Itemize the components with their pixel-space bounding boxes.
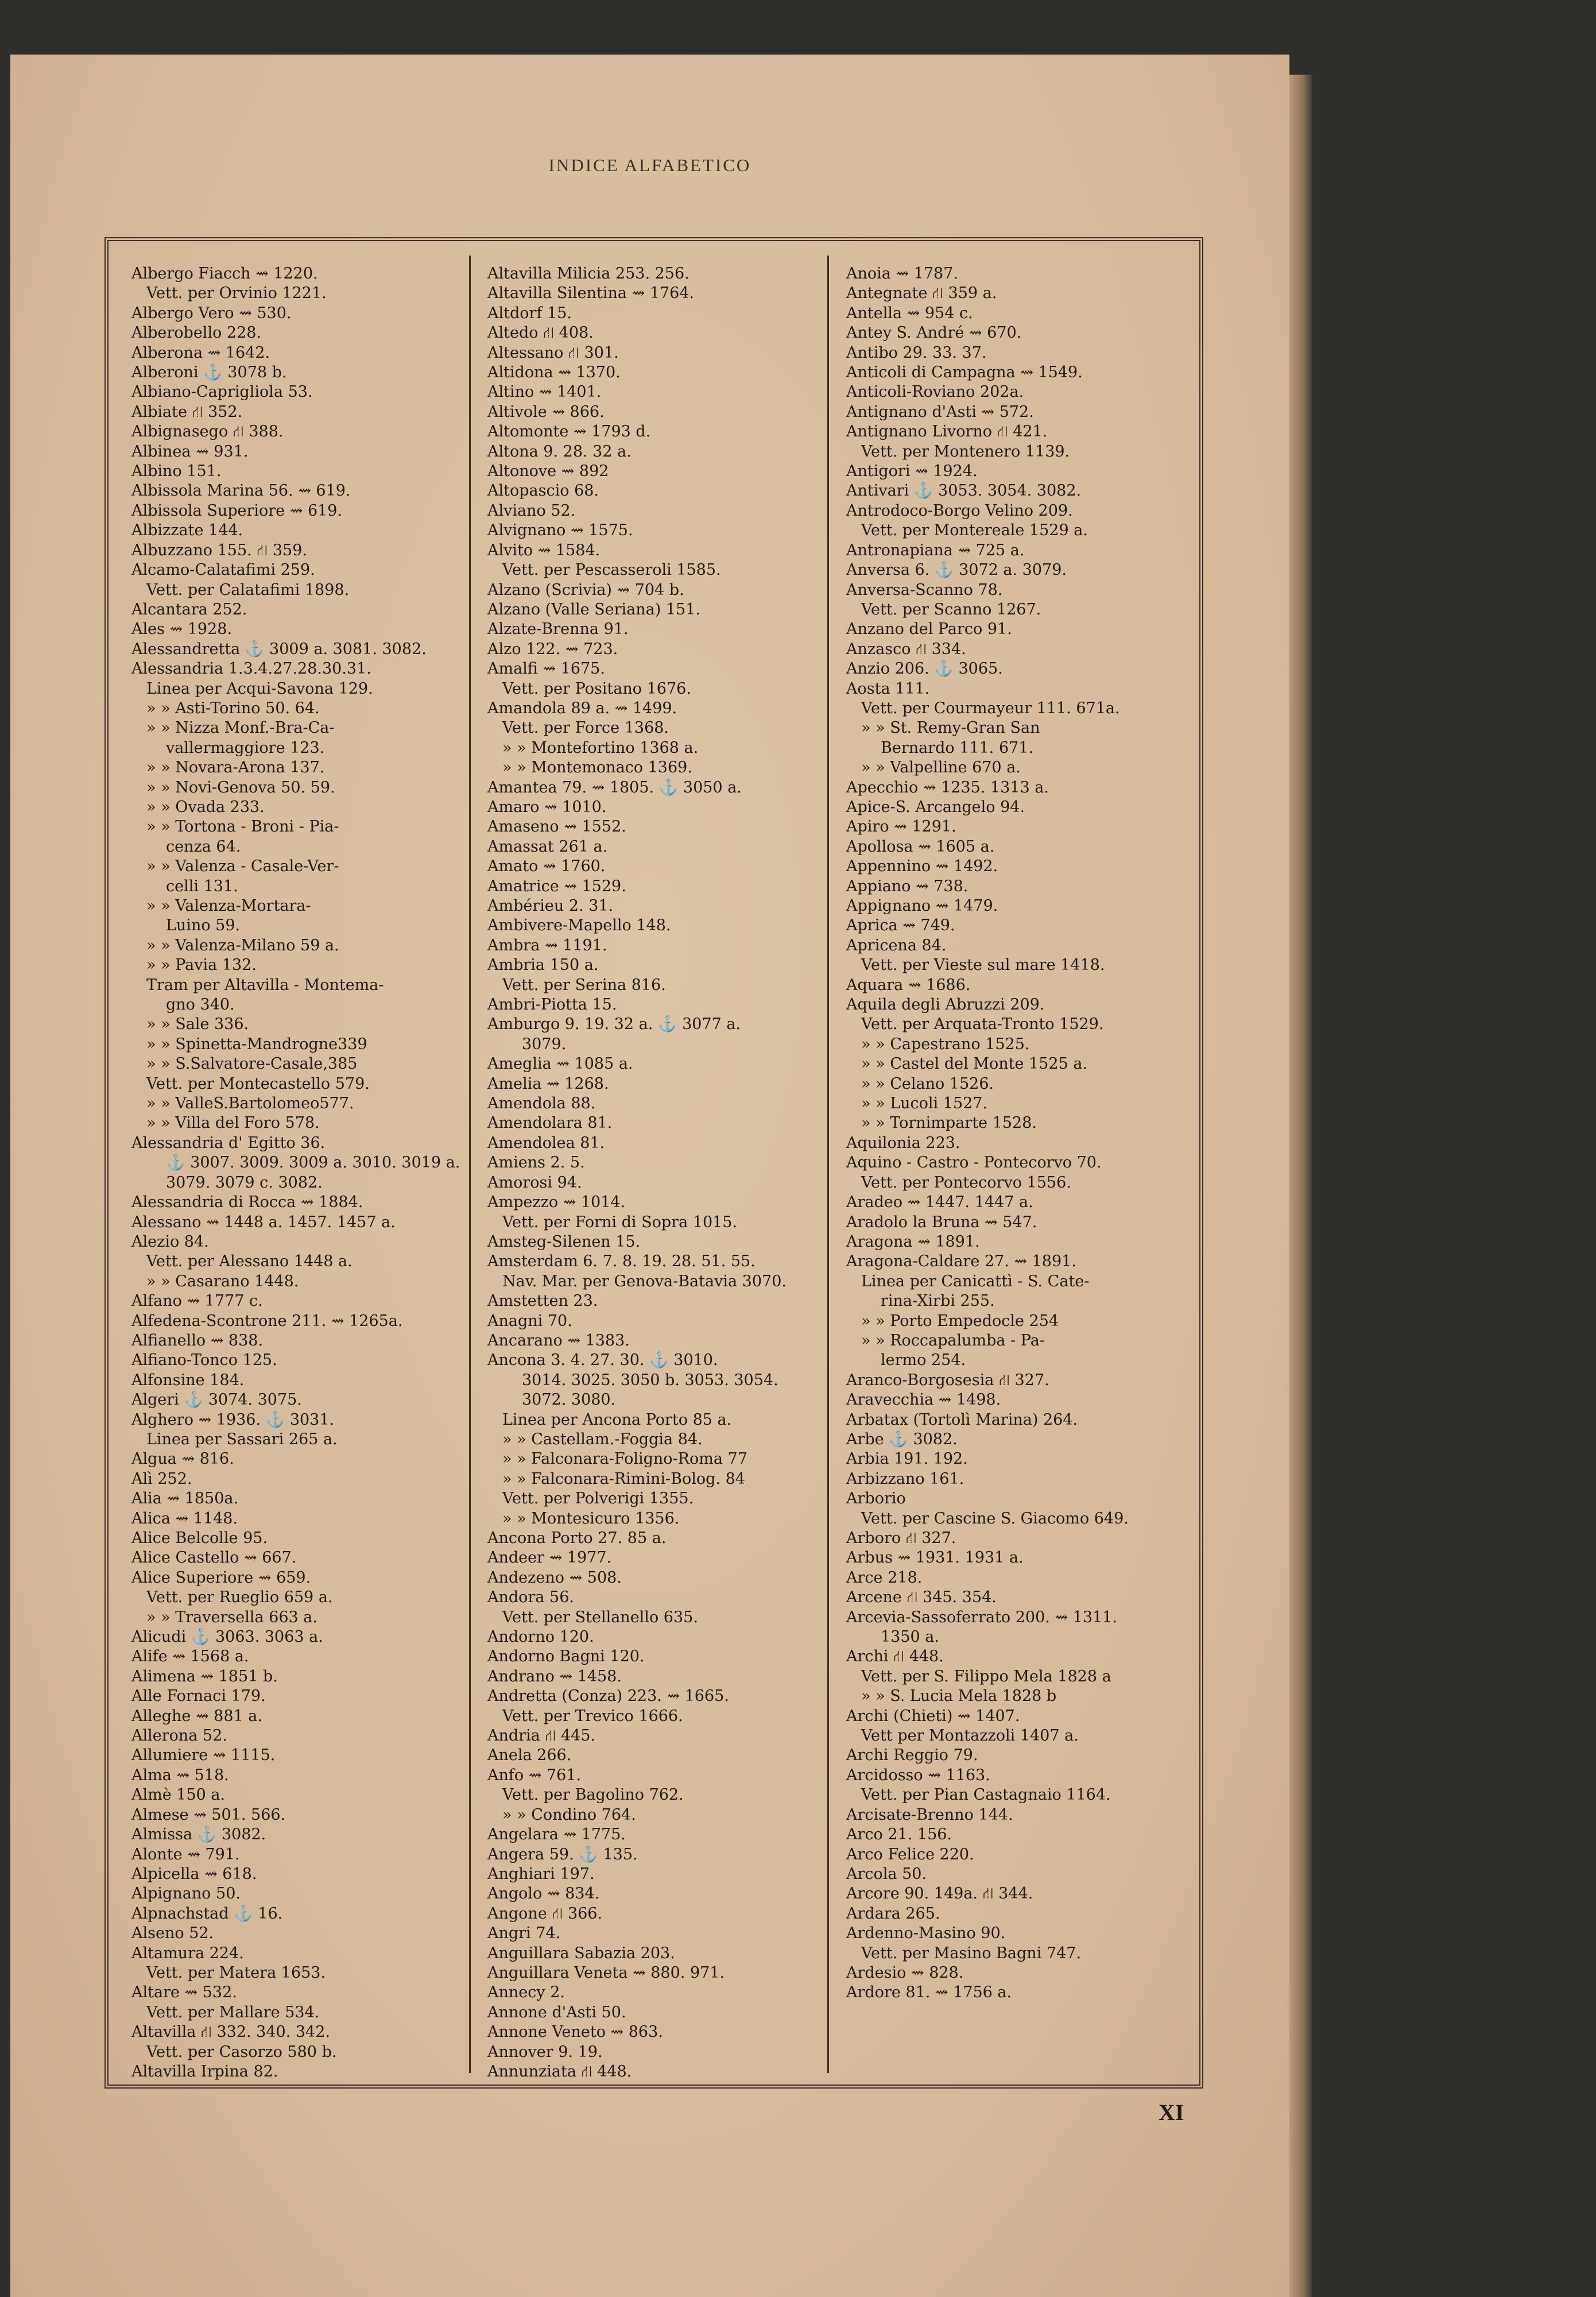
index-entry: Almese ⇝ 501. 566. <box>131 1805 286 1824</box>
index-entry: Amsteg-Silenen 15. <box>487 1232 641 1251</box>
index-entry: » » Ovada 233. <box>146 798 265 816</box>
index-entry: » » Asti-Torino 50. 64. <box>146 699 320 717</box>
index-entry: Ambra ⇝ 1191. <box>487 936 607 954</box>
index-entry: Vett. per Courmayeur 111. 671a. <box>861 699 1120 717</box>
index-frame <box>104 237 1203 2089</box>
index-entry: Arbe ⚓ 3082. <box>846 1430 958 1448</box>
index-entry: Ampezzo ⇝ 1014. <box>487 1193 626 1212</box>
index-entry: Vett. per Arquata-Tronto 1529. <box>861 1015 1104 1034</box>
index-entry: Arcidosso ⇝ 1163. <box>846 1766 990 1784</box>
index-entry: » » Celano 1526. <box>861 1074 994 1093</box>
index-entry: Linea per Canicattì - S. Cate- <box>861 1272 1090 1290</box>
index-entry: Aragona-Caldare 27. ⇝ 1891. <box>846 1252 1076 1271</box>
index-entry: Amendola 88. <box>487 1095 596 1113</box>
index-entry: Vett. per Casorzo 580 b. <box>146 2043 337 2061</box>
index-entry: Antivari ⚓ 3053. 3054. 3082. <box>846 482 1082 500</box>
index-entry: Alessano ⇝ 1448 a. 1457. 1457 a. <box>131 1213 396 1231</box>
index-entry: Archi (Chieti) ⇝ 1407. <box>846 1707 1020 1725</box>
index-entry: Algua ⇝ 816. <box>131 1450 234 1468</box>
index-entry: Alessandria di Rocca ⇝ 1884. <box>131 1193 363 1212</box>
index-entry: Altdorf 15. <box>487 304 572 322</box>
index-page <box>10 55 1289 2297</box>
index-entry: Amendolara 81. <box>487 1114 613 1132</box>
index-entry: Anguillara Sabazia 203. <box>487 1944 675 1962</box>
index-entry: Alghero ⇝ 1936. ⚓ 3031. <box>131 1410 335 1429</box>
index-entry: Amburgo 9. 19. 32 a. ⚓ 3077 a. <box>487 1015 741 1034</box>
index-entry: Altare ⇝ 532. <box>131 1983 237 2002</box>
index-entry: Vett. per Montereale 1529 a. <box>861 521 1088 540</box>
index-entry: Alzano (Scrivia) ⇝ 704 b. <box>487 581 684 599</box>
index-entry: Antey S. André ⇝ 670. <box>846 324 1022 342</box>
index-column-3 <box>846 264 1191 2067</box>
index-entry: Andorno 120. <box>487 1628 594 1646</box>
index-entry: Alife ⇝ 1568 a. <box>131 1648 249 1666</box>
index-entry: Allumiere ⇝ 1115. <box>131 1746 276 1765</box>
index-entry: 3079. 3079 c. 3082. <box>166 1173 323 1192</box>
index-entry: Archi Reggio 79. <box>846 1746 978 1765</box>
index-entry: Arbizzano 161. <box>846 1470 964 1488</box>
index-entry: » » Tortona - Broni - Pia- <box>146 818 339 836</box>
index-entry: Andrano ⇝ 1458. <box>487 1667 622 1685</box>
index-entry: Apricena 84. <box>846 936 947 954</box>
index-entry: Alleghe ⇝ 881 a. <box>131 1707 262 1725</box>
index-entry: Andora 56. <box>487 1588 574 1607</box>
index-entry: Antella ⇝ 954 c. <box>846 304 973 322</box>
index-entry: » » Spinetta-Mandrogne339 <box>146 1035 367 1053</box>
index-entry: Altessano ⛙ 301. <box>487 343 619 362</box>
index-entry: Altino ⇝ 1401. <box>487 383 602 401</box>
index-entry: Vett. per Vieste sul mare 1418. <box>861 956 1105 975</box>
index-entry: » » Nizza Monf.-Bra-Ca- <box>146 719 335 737</box>
index-entry: Aragona ⇝ 1891. <box>846 1232 980 1251</box>
index-entry: Alezio 84. <box>131 1232 209 1251</box>
index-entry: » » Falconara-Foligno-Roma 77 <box>502 1450 747 1468</box>
index-entry: Angolo ⇝ 834. <box>487 1885 600 1903</box>
index-entry: Albissola Marina 56. ⇝ 619. <box>131 482 351 500</box>
index-entry: Aranco-Borgosesia ⛙ 327. <box>846 1371 1049 1389</box>
index-entry: Aquilonia 223. <box>846 1134 960 1152</box>
index-entry: Antigori ⇝ 1924. <box>846 462 978 481</box>
index-entry: Alviano 52. <box>487 501 576 520</box>
index-entry: Aquila degli Abruzzi 209. <box>846 996 1045 1014</box>
index-entry: Ancona 3. 4. 27. 30. ⚓ 3010. <box>487 1351 718 1370</box>
index-entry: Albignasego ⛙ 388. <box>131 423 284 441</box>
index-entry: » » Roccapalumba - Pa- <box>861 1331 1045 1349</box>
index-entry: Allerona 52. <box>131 1727 227 1745</box>
index-entry: Linea per Acqui-Savona 129. <box>146 679 373 698</box>
index-entry: Amalfi ⇝ 1675. <box>487 660 605 678</box>
index-entry: gno 340. <box>166 996 235 1014</box>
index-entry: Anzano del Parco 91. <box>846 620 1012 639</box>
index-entry: Antignano d'Asti ⇝ 572. <box>846 403 1034 421</box>
index-entry: Ambria 150 a. <box>487 956 599 975</box>
index-entry: Aradeo ⇝ 1447. 1447 a. <box>846 1193 1033 1212</box>
index-entry: Ancarano ⇝ 1383. <box>487 1331 630 1349</box>
index-entry: Antrodoco-Borgo Velino 209. <box>846 501 1073 520</box>
index-entry: Alle Fornaci 179. <box>131 1687 266 1706</box>
index-entry: Arborio <box>846 1490 906 1508</box>
index-entry: » » St. Remy-Gran San <box>861 719 1040 737</box>
index-entry: Anticoli-Roviano 202a. <box>846 383 1024 401</box>
index-entry: Alseno 52. <box>131 1924 214 1943</box>
index-entry: Anzasco ⛙ 334. <box>846 640 966 658</box>
index-entry: Arcisate-Brenno 144. <box>846 1805 1013 1824</box>
index-entry: Vett. per Scanno 1267. <box>861 600 1041 618</box>
index-entry: Amassat 261 a. <box>487 837 608 856</box>
index-entry: » » Valenza-Mortara- <box>146 897 311 915</box>
index-entry: Amsterdam 6. 7. 8. 19. 28. 51. 55. <box>487 1252 756 1271</box>
index-entry: Anghiari 197. <box>487 1865 595 1883</box>
index-entry: Apecchio ⇝ 1235. 1313 a. <box>846 778 1049 796</box>
index-entry: Albergo Vero ⇝ 530. <box>131 304 292 322</box>
index-entry: Albinea ⇝ 931. <box>131 442 249 461</box>
index-entry: Ambérieu 2. 31. <box>487 897 614 915</box>
index-entry: Aprica ⇝ 749. <box>846 917 955 935</box>
index-entry: Andezeno ⇝ 508. <box>487 1568 622 1587</box>
index-entry: Arco 21. 156. <box>846 1826 952 1844</box>
index-entry: Albuzzano 155. ⛙ 359. <box>131 541 307 559</box>
index-entry: » » Valpelline 670 a. <box>861 759 1021 777</box>
index-entry: » » Falconara-Rimini-Bolog. 84 <box>502 1470 745 1488</box>
index-entry: Vett. per Forni di Sopra 1015. <box>502 1213 738 1231</box>
index-entry: Alimena ⇝ 1851 b. <box>131 1667 278 1685</box>
index-entry: » » Montesicuro 1356. <box>502 1509 680 1528</box>
index-entry: Nav. Mar. per Genova-Batavia 3070. <box>502 1272 787 1290</box>
index-entry: » » Casarano 1448. <box>146 1272 299 1290</box>
index-entry: Altopascio 68. <box>487 482 599 500</box>
index-entry: Alonte ⇝ 791. <box>131 1845 240 1863</box>
index-entry: Arbia 191. 192. <box>846 1450 968 1468</box>
index-entry: Antibo 29. 33. 37. <box>846 343 987 362</box>
index-entry: Vett per Montazzoli 1407 a. <box>861 1727 1079 1745</box>
index-entry: Arcola 50. <box>846 1865 927 1883</box>
index-entry: Vett. per Matera 1653. <box>146 1963 326 1982</box>
index-column-2 <box>487 264 809 2081</box>
index-entry: Linea per Sassari 265 a. <box>146 1430 338 1448</box>
index-entry: Vett. per Pontecorvo 1556. <box>861 1173 1071 1192</box>
index-entry: Anversa-Scanno 78. <box>846 581 1003 599</box>
index-entry: Archi ⛙ 448. <box>846 1648 944 1666</box>
index-entry: Andretta (Conza) 223. ⇝ 1665. <box>487 1687 729 1706</box>
index-entry: Amaseno ⇝ 1552. <box>487 818 626 836</box>
index-entry: Altavilla Irpina 82. <box>131 2062 278 2081</box>
index-entry: Alvito ⇝ 1584. <box>487 541 601 559</box>
index-entry: Alma ⇝ 518. <box>131 1766 229 1784</box>
index-entry: Albizzate 144. <box>131 521 243 540</box>
index-entry: Alì 252. <box>131 1470 192 1488</box>
index-entry: Vett. per Rueglio 659 a. <box>146 1588 333 1607</box>
index-entry: Alzate-Brenna 91. <box>487 620 629 639</box>
index-entry: Alice Castello ⇝ 667. <box>131 1549 297 1567</box>
index-entry: Apiro ⇝ 1291. <box>846 818 956 836</box>
index-entry: » » Lucoli 1527. <box>861 1095 988 1113</box>
index-entry: Altavilla Milicia 253. 256. <box>487 265 689 283</box>
index-entry: Alzo 122. ⇝ 723. <box>487 640 618 658</box>
index-entry: Andeer ⇝ 1977. <box>487 1549 612 1567</box>
index-entry: Vett. per Masino Bagni 747. <box>861 1944 1082 1962</box>
index-entry: Alpignano 50. <box>131 1885 241 1903</box>
index-entry: rina-Xirbi 255. <box>881 1292 995 1310</box>
index-entry: celli 131. <box>166 877 238 895</box>
index-entry: lermo 254. <box>881 1351 966 1370</box>
index-entry: Appignano ⇝ 1479. <box>846 897 998 915</box>
index-entry: Amorosi 94. <box>487 1173 582 1192</box>
index-entry: Annover 9. 19. <box>487 2043 603 2061</box>
index-entry: Albino 151. <box>131 462 222 481</box>
index-entry: Vett. per Positano 1676. <box>502 679 691 698</box>
index-entry: Angera 59. ⚓ 135. <box>487 1845 638 1863</box>
index-entry: Angelara ⇝ 1775. <box>487 1826 626 1844</box>
index-entry: » » Traversella 663 a. <box>146 1608 317 1626</box>
index-entry: Alberona ⇝ 1642. <box>131 343 270 362</box>
page-header: INDICE ALFABETICO <box>548 155 751 175</box>
index-entry: Luino 59. <box>166 917 241 935</box>
index-entry: Vett. per Pescasseroli 1585. <box>502 561 721 579</box>
index-entry: Vett. per Bagolino 762. <box>502 1786 684 1804</box>
index-entry: Alicudi ⚓ 3063. 3063 a. <box>131 1628 323 1646</box>
index-entry: Anzio 206. ⚓ 3065. <box>846 660 1003 678</box>
index-entry: Aradolo la Bruna ⇝ 547. <box>846 1213 1037 1231</box>
index-entry: Alcamo-Calatafimi 259. <box>131 561 315 579</box>
page-edge <box>1289 75 1312 2297</box>
index-entry: Alfianello ⇝ 838. <box>131 1331 264 1349</box>
index-entry: Ardesio ⇝ 828. <box>846 1963 964 1982</box>
index-entry: » » ValleS.Bartolomeo577. <box>146 1095 354 1113</box>
index-entry: Vett. per Cascine S. Giacomo 649. <box>861 1509 1129 1528</box>
index-entry: » » Valenza - Casale-Ver- <box>146 857 339 876</box>
index-entry: Ardara 265. <box>846 1904 940 1923</box>
index-entry: Alvignano ⇝ 1575. <box>487 521 633 540</box>
index-entry: Alfiano-Tonco 125. <box>131 1351 277 1370</box>
index-entry: Anagni 70. <box>487 1312 572 1330</box>
index-entry: Almè 150 a. <box>131 1786 226 1804</box>
index-entry: Arcevia-Sassoferrato 200. ⇝ 1311. <box>846 1608 1117 1626</box>
index-entry: Ameglia ⇝ 1085 a. <box>487 1055 633 1073</box>
index-entry: cenza 64. <box>166 837 241 856</box>
index-entry: Ardore 81. ⇝ 1756 a. <box>846 1983 1012 2002</box>
index-entry: Ancona Porto 27. 85 a. <box>487 1529 667 1547</box>
index-entry: 3079. <box>522 1035 567 1053</box>
index-entry: Algeri ⚓ 3074. 3075. <box>131 1391 302 1409</box>
index-entry: » » Castel del Monte 1525 a. <box>861 1055 1088 1073</box>
index-entry: » » S.Salvatore-Casale,385 <box>146 1055 358 1073</box>
index-entry: Alia ⇝ 1850a. <box>131 1490 239 1508</box>
index-entry: Antronapiana ⇝ 725 a. <box>846 541 1025 559</box>
index-entry: Alberobello 228. <box>131 324 262 342</box>
index-entry: Bernardo 111. 671. <box>881 738 1034 757</box>
index-entry: Alpicella ⇝ 618. <box>131 1865 257 1883</box>
index-entry: Alfonsine 184. <box>131 1371 245 1389</box>
index-entry: Altonove ⇝ 892 <box>487 462 609 481</box>
index-entry: Amaro ⇝ 1010. <box>487 798 607 816</box>
index-entry: Apollosa ⇝ 1605 a. <box>846 837 995 856</box>
index-entry: Amiens 2. 5. <box>487 1154 585 1172</box>
index-entry: Alessandria 1.3.4.27.28.30.31. <box>131 660 371 678</box>
index-entry: Annunziata ⛙ 448. <box>487 2062 632 2081</box>
index-entry: vallermaggiore 123. <box>166 738 325 757</box>
index-entry: Vett. per Orvinio 1221. <box>146 284 327 303</box>
index-entry: Arcene ⛙ 345. 354. <box>846 1588 997 1607</box>
index-entry: Amatrice ⇝ 1529. <box>487 877 626 895</box>
index-entry: Altavilla Silentina ⇝ 1764. <box>487 284 695 303</box>
index-entry: Altomonte ⇝ 1793 d. <box>487 423 651 441</box>
index-entry: Antegnate ⛙ 359 a. <box>846 284 997 303</box>
index-entry: Alice Belcolle 95. <box>131 1529 268 1547</box>
index-entry: Vett. per Calatafimi 1898. <box>146 581 350 599</box>
index-entry: Antignano Livorno ⛙ 421. <box>846 423 1048 441</box>
index-entry: Vett. per Stellanello 635. <box>502 1608 698 1626</box>
index-entry: Apice-S. Arcangelo 94. <box>846 798 1025 816</box>
index-entry: Annone Veneto ⇝ 863. <box>487 2023 663 2041</box>
index-entry: Vett. per Polverigi 1355. <box>502 1490 694 1508</box>
index-entry: Annone d'Asti 50. <box>487 2003 626 2021</box>
index-entry: Amandola 89 a. ⇝ 1499. <box>487 699 677 717</box>
column-divider <box>827 256 829 2073</box>
index-entry: Arbus ⇝ 1931. 1931 a. <box>846 1549 1024 1567</box>
index-entry: Albiano-Caprigliola 53. <box>131 383 313 401</box>
index-entry: » » Montemonaco 1369. <box>502 759 692 777</box>
index-entry: Altavilla ⛙ 332. 340. 342. <box>131 2023 330 2041</box>
column-divider <box>469 256 471 2073</box>
page-number: XI <box>1159 2099 1184 2125</box>
index-entry: Amato ⇝ 1760. <box>487 857 606 876</box>
index-entry: Vett. per Mallare 534. <box>146 2003 320 2021</box>
index-entry: Amelia ⇝ 1268. <box>487 1074 609 1093</box>
index-entry: Aquara ⇝ 1686. <box>846 976 971 994</box>
index-entry: Anversa 6. ⚓ 3072 a. 3079. <box>846 561 1067 579</box>
index-entry: Arcore 90. 149a. ⛙ 344. <box>846 1885 1033 1903</box>
index-entry: Vett. per Trevico 1666. <box>502 1707 683 1725</box>
index-entry: » » Tornimparte 1528. <box>861 1114 1037 1132</box>
index-entry: » » S. Lucia Mela 1828 b <box>861 1687 1057 1706</box>
index-entry: Alica ⇝ 1148. <box>131 1509 238 1528</box>
index-entry: Amstetten 23. <box>487 1292 598 1310</box>
index-entry: Vett. per S. Filippo Mela 1828 a <box>861 1667 1111 1685</box>
index-entry: » » Condino 764. <box>502 1805 636 1824</box>
index-entry: Andorno Bagni 120. <box>487 1648 645 1666</box>
index-entry: Amantea 79. ⇝ 1805. ⚓ 3050 a. <box>487 778 742 796</box>
index-entry: Aravecchia ⇝ 1498. <box>846 1391 1001 1409</box>
index-entry: Angri 74. <box>487 1924 561 1943</box>
index-entry: Arboro ⛙ 327. <box>846 1529 956 1547</box>
index-entry: Angone ⛙ 366. <box>487 1904 603 1923</box>
index-entry: Tram per Altavilla - Montema- <box>146 976 384 994</box>
index-entry: Alpnachstad ⚓ 16. <box>131 1904 283 1923</box>
index-entry: Vett. per Alessano 1448 a. <box>146 1252 352 1271</box>
index-entry: Alberoni ⚓ 3078 b. <box>131 364 287 382</box>
index-entry: ⚓ 3007. 3009. 3009 a. 3010. 3019 a. <box>166 1154 460 1172</box>
index-entry: Linea per Ancona Porto 85 a. <box>502 1410 732 1429</box>
index-entry: Altidona ⇝ 1370. <box>487 364 621 382</box>
index-entry: Altedo ⛙ 408. <box>487 324 594 342</box>
index-entry: Aquino - Castro - Pontecorvo 70. <box>846 1154 1102 1172</box>
index-entry: Altona 9. 28. 32 a. <box>487 442 632 461</box>
index-entry: Ambri-Piotta 15. <box>487 996 617 1014</box>
index-entry: Alessandria d' Egitto 36. <box>131 1134 326 1152</box>
index-entry: Annecy 2. <box>487 1983 565 2002</box>
index-entry: Appiano ⇝ 738. <box>846 877 969 895</box>
index-entry: Alfano ⇝ 1777 c. <box>131 1292 263 1310</box>
index-entry: Anela 266. <box>487 1746 572 1765</box>
index-entry: » » Villa del Foro 578. <box>146 1114 320 1132</box>
index-entry: Aosta 111. <box>846 679 930 698</box>
index-entry: Anguillara Veneta ⇝ 880. 971. <box>487 1963 725 1982</box>
index-entry: Alcantara 252. <box>131 600 247 618</box>
index-entry: Anfo ⇝ 761. <box>487 1766 582 1784</box>
index-entry: Arbatax (Tortolì Marina) 264. <box>846 1410 1078 1429</box>
index-entry: Albergo Fiacch ⇝ 1220. <box>131 265 318 283</box>
index-entry: » » Valenza-Milano 59 a. <box>146 936 339 954</box>
index-entry: Altamura 224. <box>131 1944 244 1962</box>
index-entry: Ambivere-Mapello 148. <box>487 917 671 935</box>
index-entry: Alfedena-Scontrone 211. ⇝ 1265a. <box>131 1312 403 1330</box>
index-entry: Altivole ⇝ 866. <box>487 403 605 421</box>
index-entry: Vett. per Montecastello 579. <box>146 1074 370 1093</box>
index-entry: » » Porto Empedocle 254 <box>861 1312 1059 1330</box>
index-entry: 3072. 3080. <box>522 1391 616 1409</box>
index-entry: Ales ⇝ 1928. <box>131 620 233 639</box>
index-entry: » » Pavia 132. <box>146 956 257 975</box>
index-entry: » » Capestrano 1525. <box>861 1035 1030 1053</box>
index-entry: Anoia ⇝ 1787. <box>846 265 958 283</box>
index-entry: Arco Felice 220. <box>846 1845 974 1863</box>
index-entry: Andria ⛙ 445. <box>487 1727 596 1745</box>
index-entry: » » Castellam.-Foggia 84. <box>502 1430 703 1448</box>
index-entry: Vett. per Montenero 1139. <box>861 442 1070 461</box>
index-entry: » » Novi-Genova 50. 59. <box>146 778 335 796</box>
index-entry: » » Sale 336. <box>146 1015 249 1034</box>
index-entry: 3014. 3025. 3050 b. 3053. 3054. <box>522 1371 778 1389</box>
index-entry: Ardenno-Masino 90. <box>846 1924 1006 1943</box>
index-entry: Vett. per Serina 816. <box>502 976 666 994</box>
index-entry: Anticoli di Campagna ⇝ 1549. <box>846 364 1083 382</box>
index-entry: Alessandretta ⚓ 3009 a. 3081. 3082. <box>131 640 427 658</box>
index-entry: Amendolea 81. <box>487 1134 605 1152</box>
index-entry: Vett. per Pian Castagnaio 1164. <box>861 1786 1111 1804</box>
index-column-1 <box>131 264 460 2081</box>
index-entry: Arce 218. <box>846 1568 923 1587</box>
index-entry: 1350 a. <box>881 1628 939 1646</box>
index-entry: Alzano (Valle Seriana) 151. <box>487 600 700 618</box>
index-entry: Albissola Superiore ⇝ 619. <box>131 501 343 520</box>
index-entry: Vett. per Force 1368. <box>502 719 669 737</box>
index-entry: » » Novara-Arona 137. <box>146 759 325 777</box>
index-entry: Alice Superiore ⇝ 659. <box>131 1568 311 1587</box>
index-entry: » » Montefortino 1368 a. <box>502 738 699 757</box>
index-entry: Almissa ⚓ 3082. <box>131 1826 266 1844</box>
index-entry: Appennino ⇝ 1492. <box>846 857 998 876</box>
index-entry: Albiate ⛙ 352. <box>131 403 243 421</box>
